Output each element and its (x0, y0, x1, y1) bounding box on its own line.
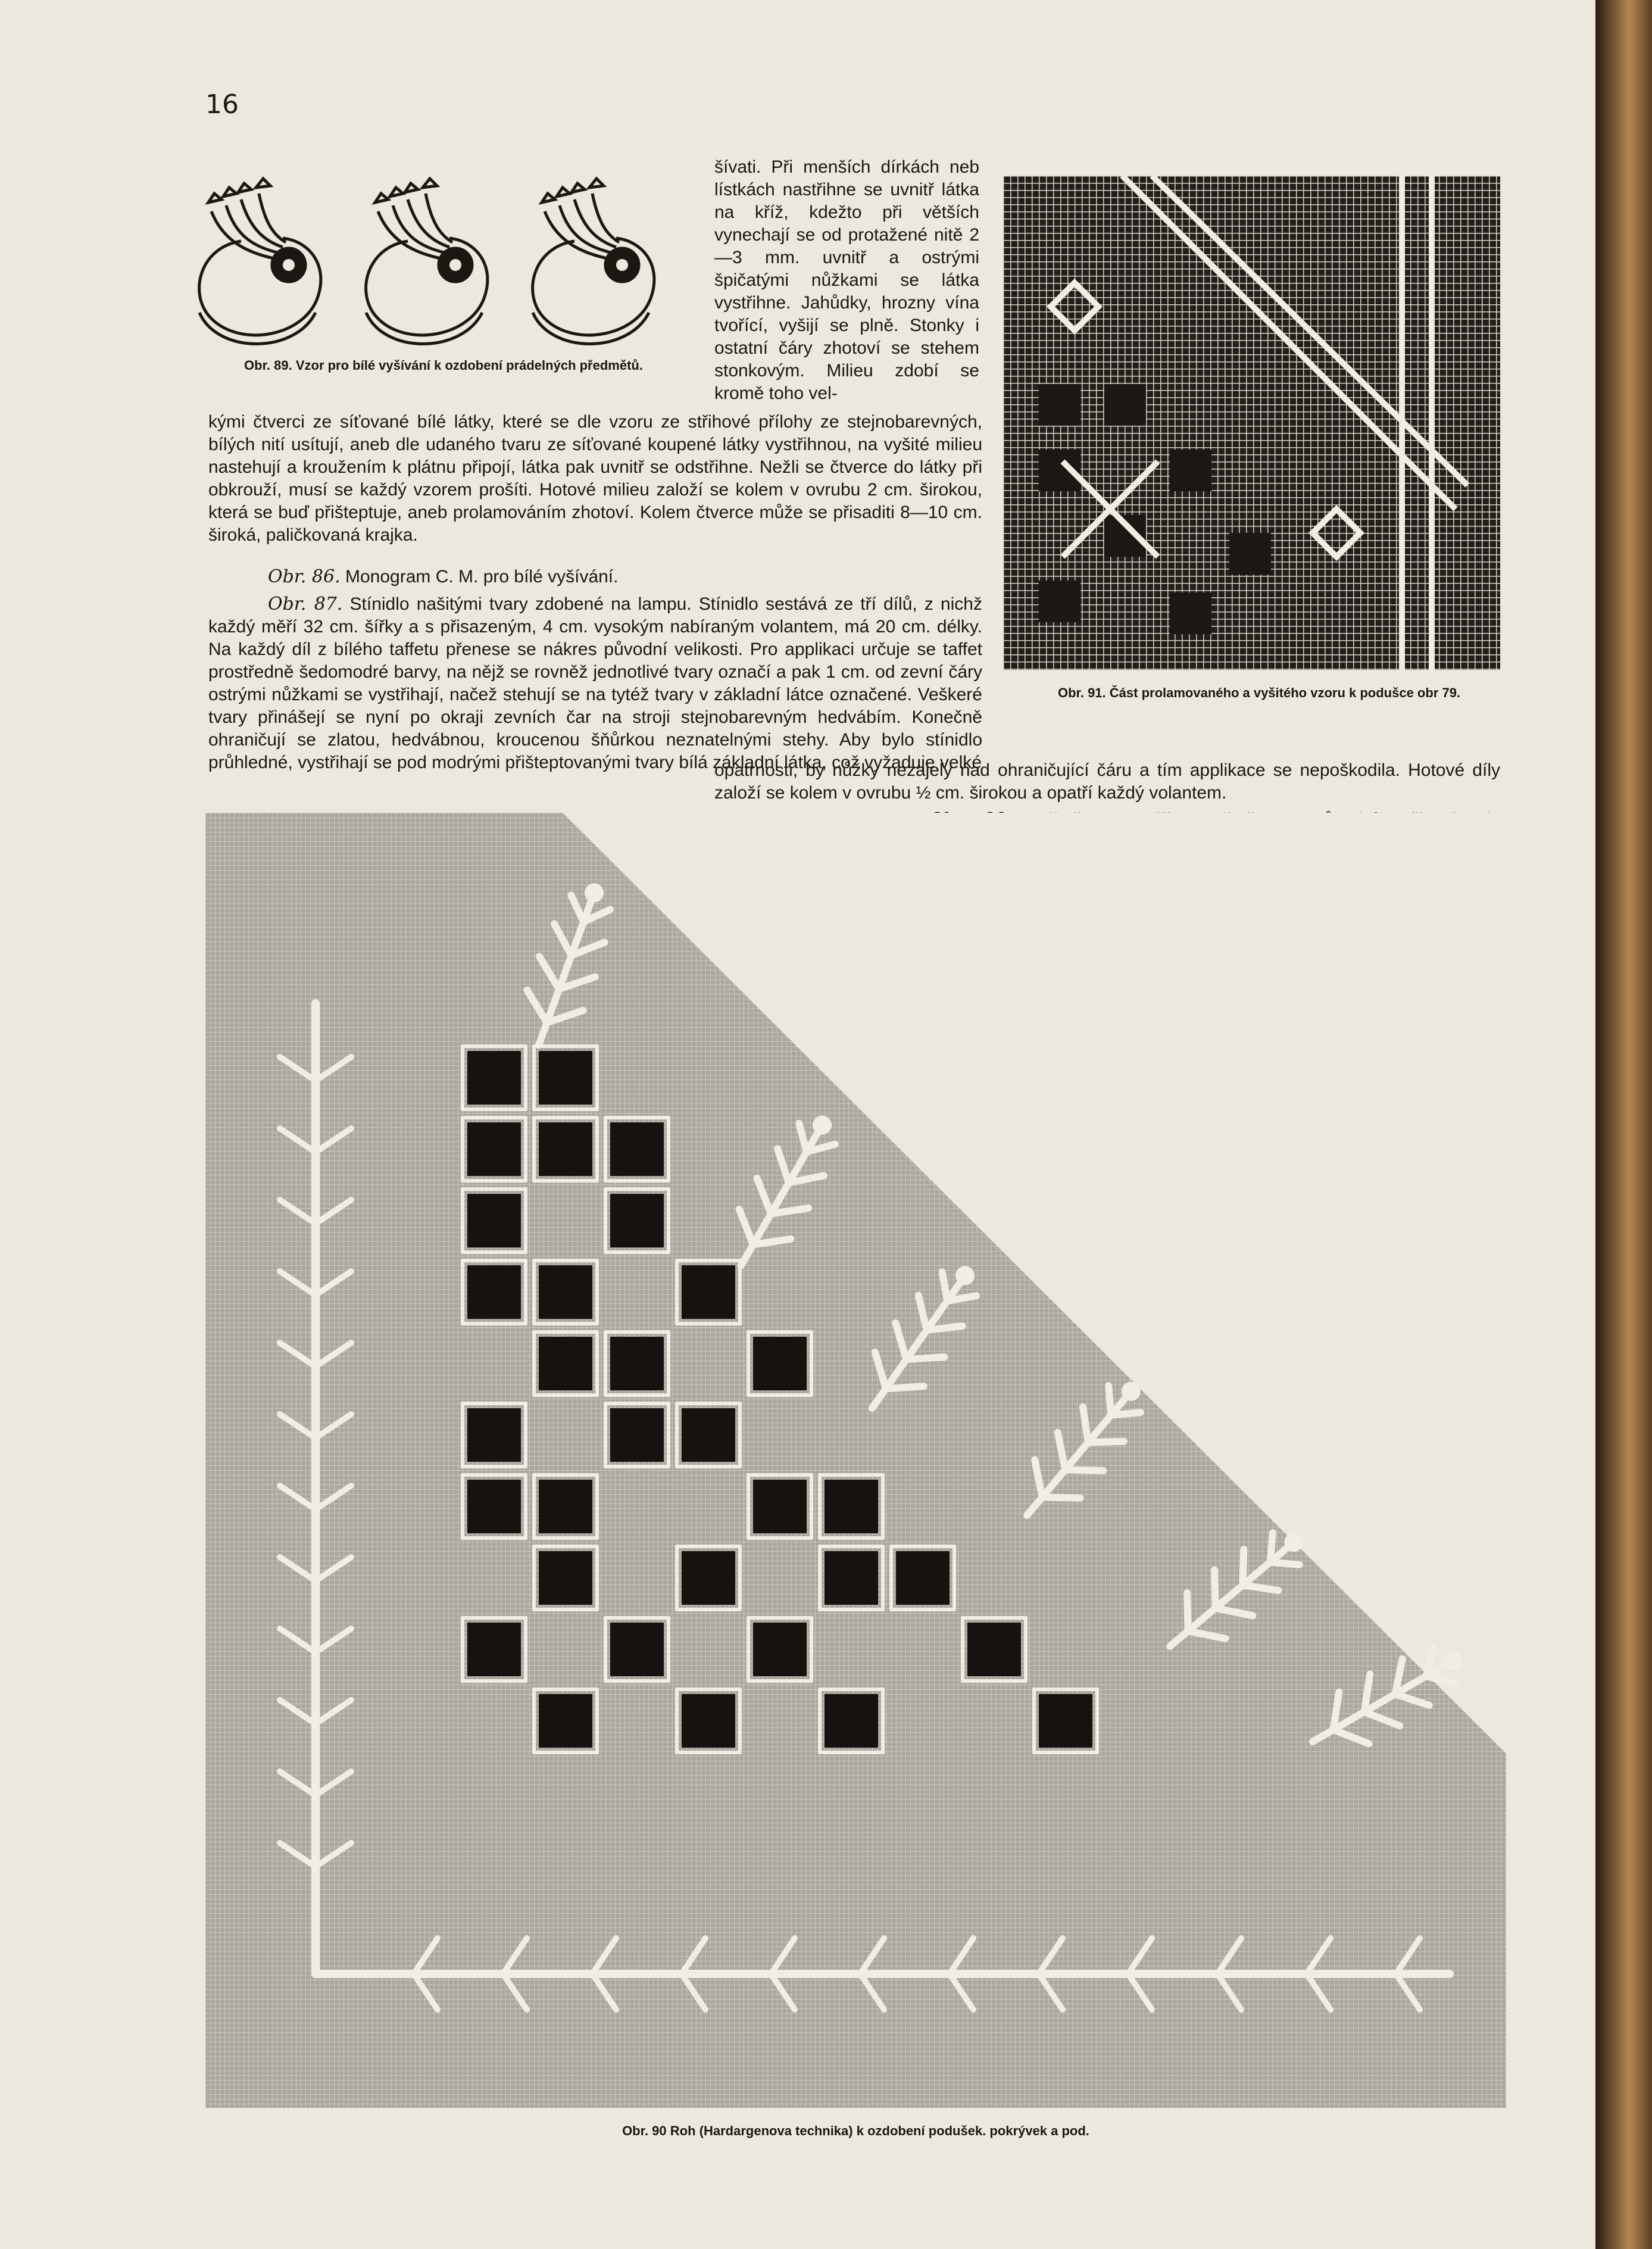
book-spine (1595, 0, 1652, 2249)
text-paragraph-cont: kými čtverci ze síťované bílé látky, které se dle vzoru ze střihové přílohy ze stejnobarevných, bílých nití usítují, aneb dle udaného tvaru ze síťované koupené látky vystřihnou, na vyšité milieu nastehují a kroužením k plátnu připojí, látka pak uvnitř se odstřihne. Nežli se čtverce do látky při obkrouží, musí se každý vzorem prošíti. Hotové milieu založí se kolem v ovrubu 2 cm. širokou, která se buď přišteptuje, aneb prolamováním zhotoví. Kolem čtverce může se přisaditi 8—10 cm. široká, paličkovaná krajka. (208, 412, 982, 545)
figure-90-photo (205, 813, 1506, 2108)
text-fig86 (208, 566, 982, 588)
embroidery-motif-icon (176, 176, 682, 360)
page-number: 16 (205, 89, 239, 120)
figure-91-photo (1003, 176, 1500, 670)
fig87-text: Stínidlo našitými tvary zdobené na lampu. Stínidlo sestává ze tří dílů, z nichž každý měří 32 cm. šířky a s přisazeným, 4 cm. vysokým nabíraným volantem, má 20 cm. délky. Na každý díl z bílého taffetu přenese se nákres původní velikosti. Pro applikaci určuje se taffet prostředně šedomodré barvy, na nějž se rovněž jednotlivé tvary označí a pak 1 cm. od zevní čáry ostrými nůžkami se vystřihají, načež stehují se na tytéž tvary v základní látce označené. Veškeré tvary přinášejí se nyní po okraji zevních čar na stroji stejnobarevným hedvábím. Konečně ohraničují se zlatou, hedvábnou, kroucenou šňůrkou neznatelnými stehy. Aby bylo stínidlo průhledné, vystřihají se pod modrými přišteptovanými tvary bílá základní látka, což vyžaduje velké (208, 594, 982, 772)
caption-fig89: Obr. 89. Vzor pro bílé vyšívání k ozdobení prádelných předmětů. (244, 358, 643, 373)
figure-89 (176, 176, 682, 360)
text-column-right-top: šívati. Při menších dírkách neb lístkách nastřihne se uvnitř látka na kříž, kdežto při větších vynechají se od protažené nitě 2—3 mm. uvnitř a ostrými špičatými nůžkami se látka vystřihne. Jahůdky, hrozny vína tvořící, vyšijí se plně. Stonky i ostatní čáry zhotoví se stehem stonkovým. Milieu zdobí se kromě toho vel- (714, 157, 979, 403)
fig86-text: Monogram C. M. pro bílé vyšívání. (345, 567, 619, 587)
fig87-label: Obr. 87. (268, 594, 343, 615)
fig86-label: Obr. 86. (268, 566, 341, 587)
text-fig87-cont: opatrnosti, by nůžky nezajely nad ohraničující čáru a tím applikace se nepoškodila. Hotové díly založí se kolem v ovrubu ½ cm. širokou a opatří každý volantem. (714, 760, 1500, 803)
text-fig87 (208, 593, 982, 774)
caption-fig90: Obr. 90 Roh (Hardargenova technika) k ozdobení podušek. pokrývek a pod. (622, 2123, 1089, 2138)
caption-fig91: Obr. 91. Část prolamovaného a vyšitého vzoru k podušce obr 79. (1057, 685, 1461, 700)
